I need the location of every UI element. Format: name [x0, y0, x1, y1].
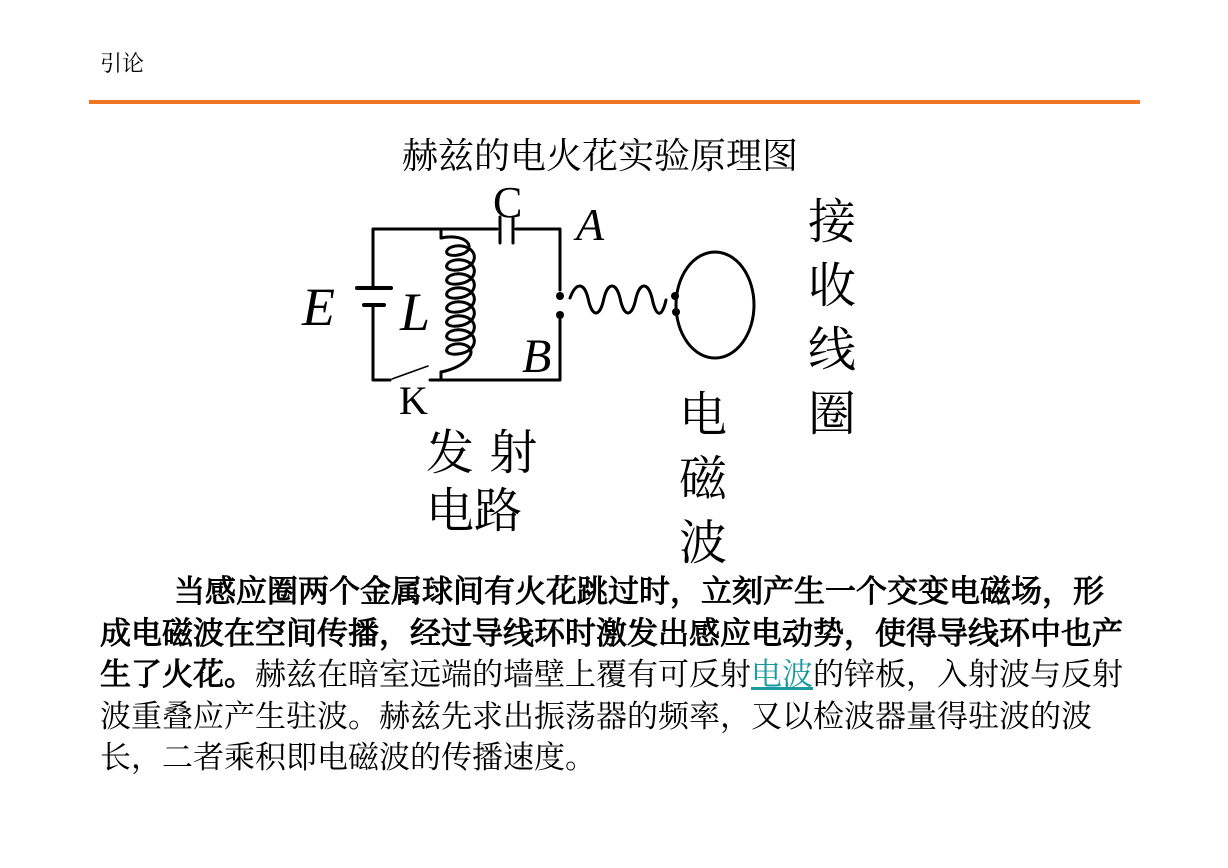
link-electric-wave[interactable]: 电波 [751, 657, 813, 693]
paragraph-text-2: 的锌板，入射波与反射波重叠应产生驻波。赫兹先求出振荡器的频率，又以检波器量得驻波的波长，二者乘积即电磁波的传播速度。 [100, 657, 1123, 776]
paragraph-text-1: 赫兹在暗室远端的墙壁上覆有可反射 [255, 657, 751, 693]
label-b: B [522, 330, 552, 383]
receiver-loop [676, 252, 754, 358]
capacitor-right-wire [516, 229, 560, 290]
label-a: A [576, 199, 605, 250]
spark-ball-b [556, 311, 564, 319]
receiver-ball-top [671, 292, 679, 300]
receiver-coil-label: 接 收 线 圈 [807, 194, 856, 442]
left-wire-top [373, 229, 497, 288]
spark-ball-a [556, 292, 564, 300]
body-paragraph [100, 572, 1130, 780]
left-wire-bottom [373, 305, 390, 380]
label-c: C [493, 178, 523, 227]
transmitter-label: 发 射 电路 [426, 425, 538, 539]
em-wave [570, 286, 666, 313]
receiver-ball-bottom [672, 308, 680, 316]
paragraph-bold-text: 当感应圈两个金属球间有火花跳过时，立刻产生一个交变电磁场，形成电磁波在空间传播，经过导线环时激发出感应电动势，使得导线环中也产生了火花。 [100, 574, 1123, 693]
wave-label: 电 磁 波 [678, 387, 727, 571]
section-label: 引论 [100, 52, 145, 77]
label-l: L [400, 282, 431, 342]
figure-title: 赫兹的电火花实验原理图 [401, 136, 798, 177]
label-e: E [302, 277, 335, 337]
coil-l [441, 237, 474, 372]
label-k: K [399, 378, 428, 423]
